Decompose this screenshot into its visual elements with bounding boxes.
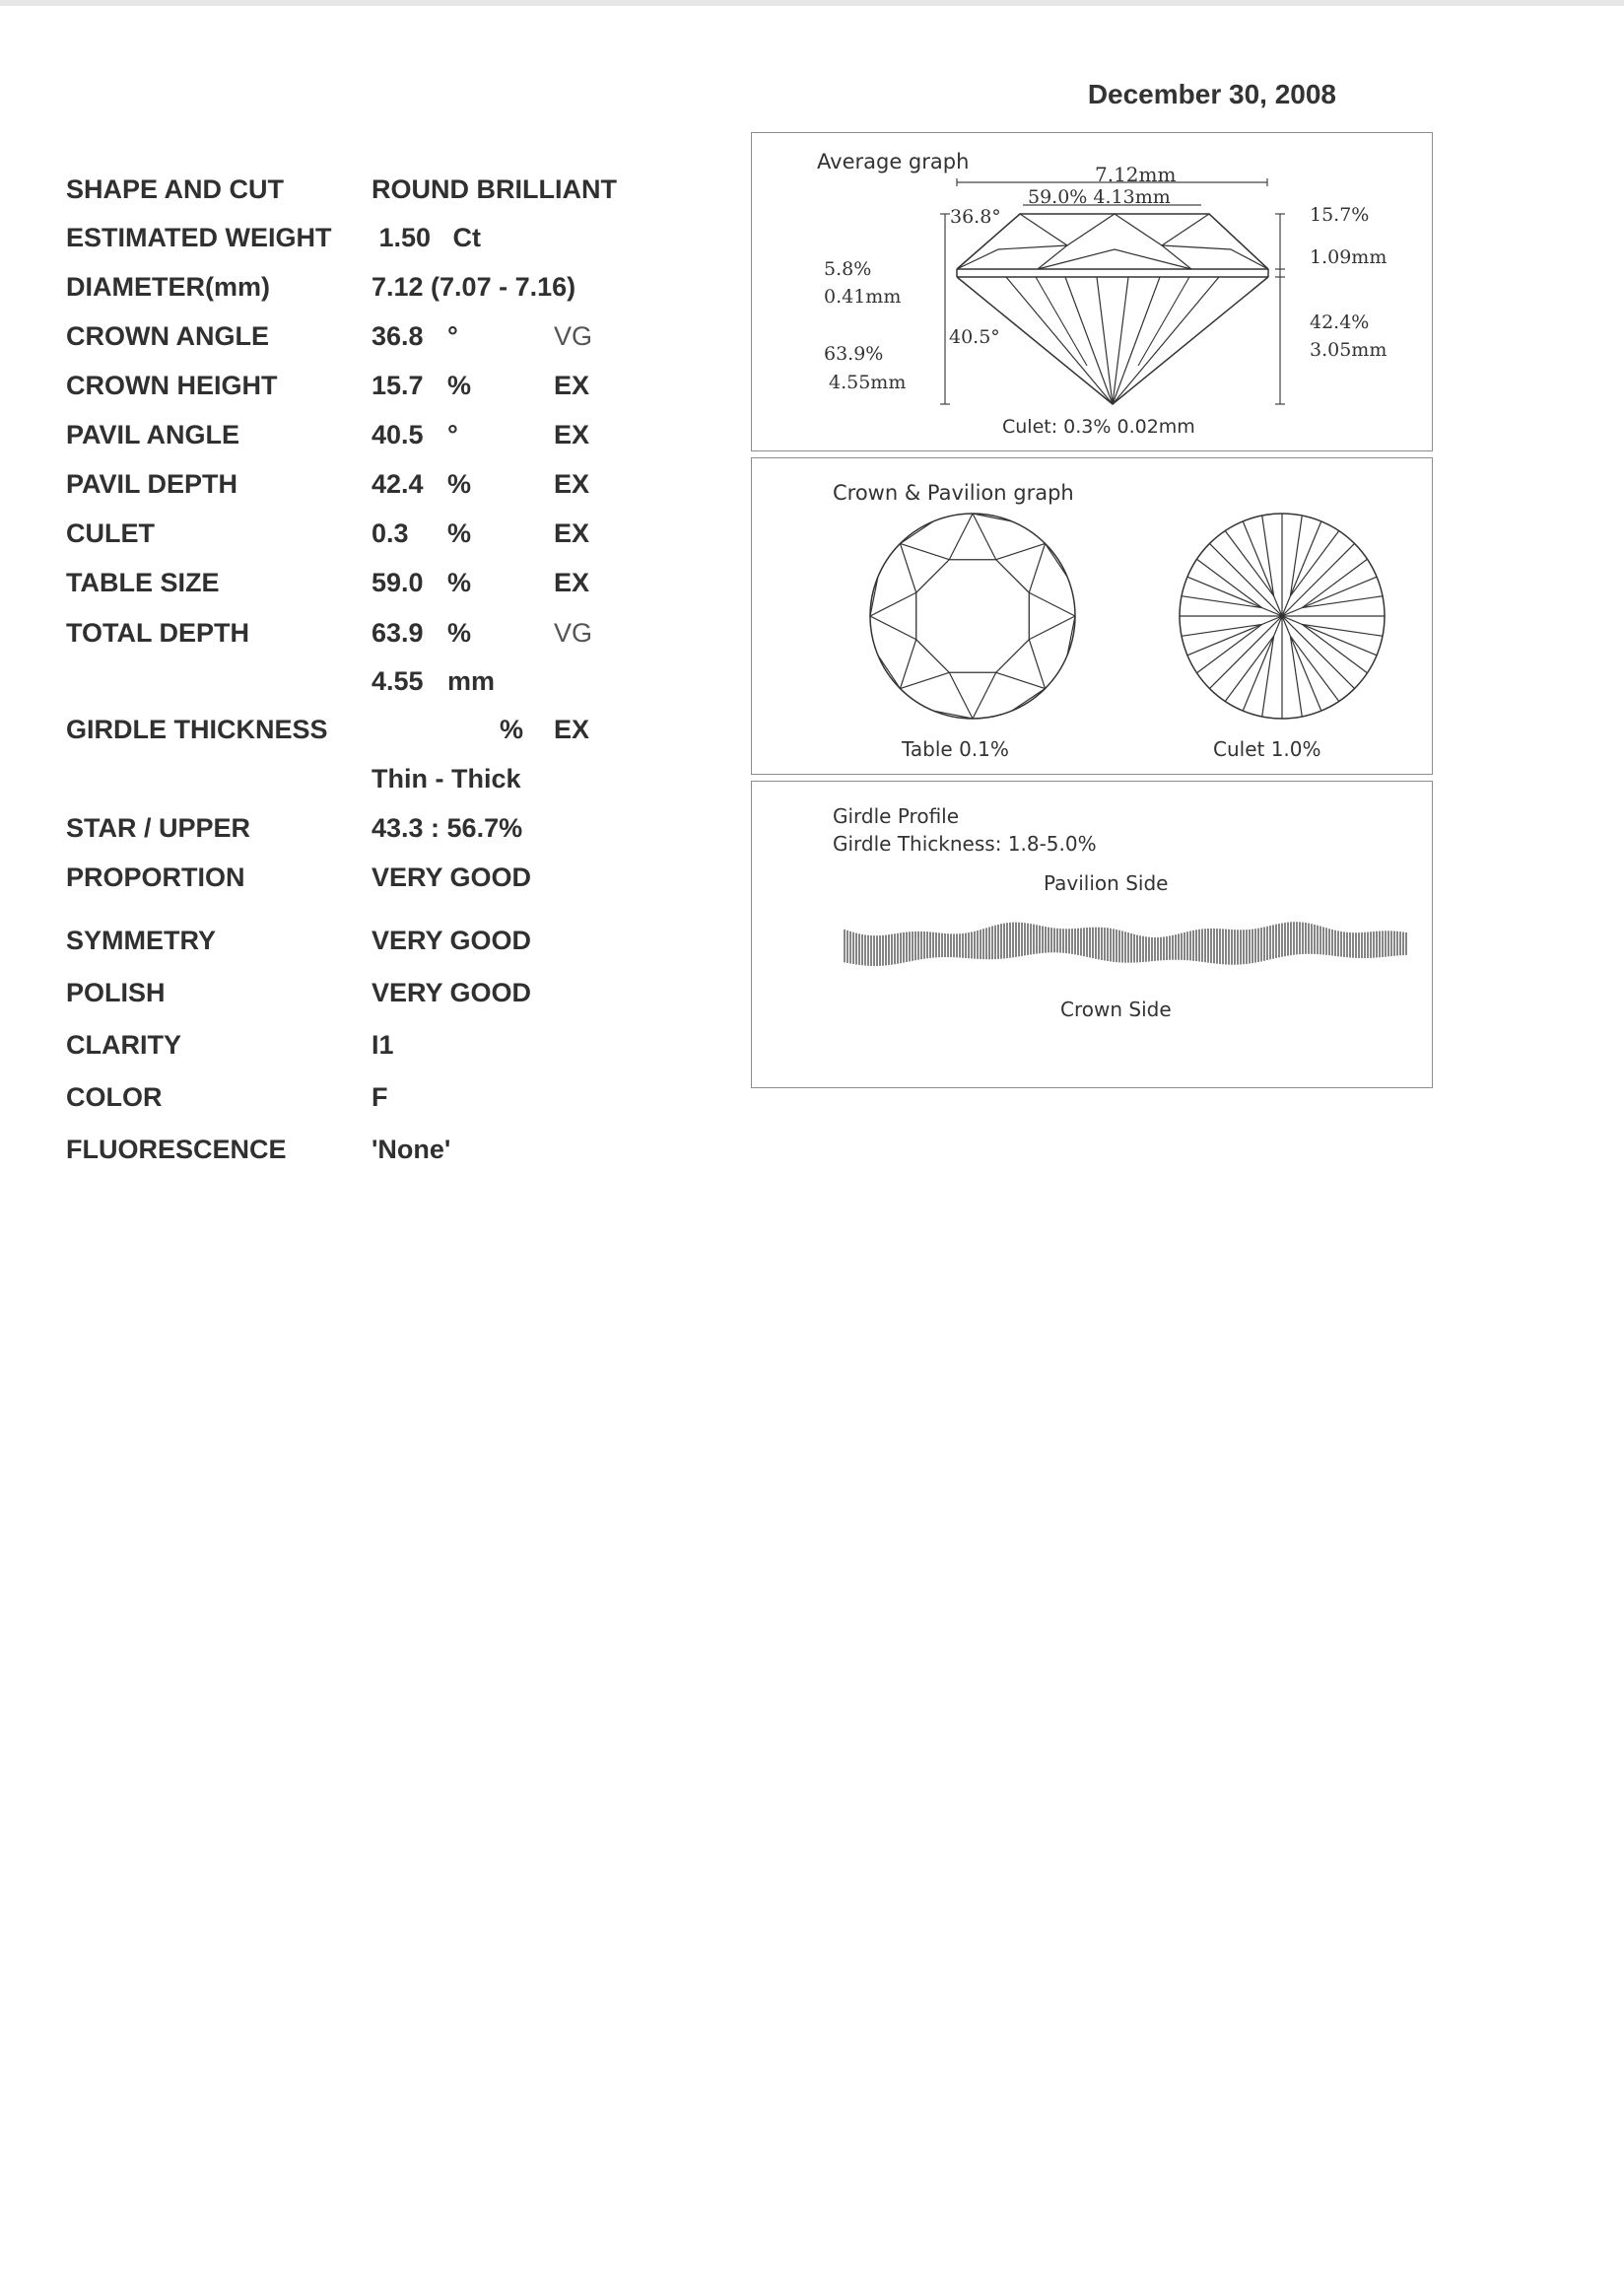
girdle-profile-diagram: [752, 782, 1432, 1087]
row-value: 43.3 : 56.7%: [372, 813, 523, 843]
crown-facet: [900, 640, 915, 689]
pavilion-outline: [957, 277, 1268, 404]
pavilion-depth-pct: 42.4%: [1310, 311, 1370, 333]
pavilion-depth-mm: 3.05mm: [1310, 339, 1387, 361]
pavilion-angle-label: 40.5°: [949, 326, 1000, 348]
total-depth-mm: 4.55mm: [829, 372, 907, 393]
crown-facet: [1029, 592, 1075, 616]
crown-facet: [973, 672, 996, 719]
upper-girdle-facet: [878, 655, 901, 689]
average-graph-title: Average graph: [817, 150, 970, 173]
lower-girdle-facet: [1290, 516, 1302, 596]
pavilion-facet: [1097, 277, 1113, 404]
lower-girdle-facet: [1302, 624, 1383, 636]
crown-facet: [900, 672, 949, 688]
scan-edge: [0, 0, 1624, 6]
diamond-profile-diagram: [752, 133, 1432, 450]
girdle-band: [845, 922, 1406, 966]
pavilion-side-label: Pavilion Side: [1044, 871, 1169, 895]
row-label: POLISH: [66, 978, 166, 1007]
row-value: 42.4: [372, 469, 424, 499]
row-value: 59.0: [372, 568, 424, 597]
row-grade: EX: [554, 715, 590, 744]
table-label: 59.0% 4.13mm: [1028, 186, 1171, 208]
row-grade: EX: [554, 469, 590, 499]
lower-girdle-facet: [1262, 516, 1274, 596]
crown-facet: [949, 514, 973, 560]
culet-label: Culet: 0.3% 0.02mm: [1002, 416, 1195, 438]
table-size-label: Table 0.1%: [902, 737, 1009, 761]
total-depth-pct: 63.9%: [824, 343, 884, 365]
row-label: SYMMETRY: [66, 926, 217, 955]
row-label: TABLE SIZE: [66, 568, 220, 597]
upper-girdle-facet: [1012, 689, 1046, 712]
row-unit: %: [447, 518, 472, 548]
pavilion-facet: [1006, 277, 1113, 404]
crown-height-mm: 1.09mm: [1310, 246, 1387, 268]
lower-girdle-facet: [1182, 624, 1262, 636]
row-estimated-weight: [66, 223, 697, 262]
crown-facet: [996, 672, 1046, 688]
crown-facet: [870, 592, 916, 616]
row-value: F: [372, 1082, 388, 1112]
girdle-mm: 0.41mm: [824, 286, 902, 308]
lower-girdle-facet: [1182, 596, 1262, 608]
row-value: ROUND BRILLIANT: [372, 174, 617, 204]
crown-facet: [1029, 616, 1075, 640]
row-table-size: [66, 568, 697, 607]
row-total-depth-mm: [66, 666, 697, 706]
crown-facet-lines: [870, 514, 1075, 719]
row-clarity: [66, 1030, 697, 1069]
pavilion-facet-lines: [1180, 514, 1385, 719]
crown-outline: [957, 214, 1268, 269]
row-unit: %: [447, 618, 472, 648]
average-graph-panel: [751, 132, 1433, 451]
row-unit: %: [447, 568, 472, 597]
row-value: 40.5: [372, 420, 424, 449]
row-value: 4.55: [372, 666, 424, 696]
pavilion-facet: [1113, 277, 1128, 404]
row-grade: EX: [554, 518, 590, 548]
row-polish: [66, 978, 697, 1017]
girdle-thickness-label: Girdle Thickness: 1.8-5.0%: [833, 832, 1097, 856]
crown-height-pct: 15.7%: [1310, 204, 1370, 226]
row-symmetry: [66, 926, 697, 965]
crown-pavilion-diagram: [752, 458, 1432, 774]
row-grade: VG: [554, 618, 593, 648]
girdle-profile-panel: [751, 781, 1433, 1088]
row-total-depth: [66, 618, 697, 657]
crown-facet: [1029, 640, 1045, 689]
row-proportion: [66, 862, 697, 902]
row-grade: EX: [554, 371, 590, 400]
crown-star-facets: [957, 245, 1268, 269]
row-label: TOTAL DEPTH: [66, 618, 250, 648]
pavilion-facet: [1113, 277, 1219, 404]
row-value: VERY GOOD: [372, 978, 532, 1007]
crown-side-label: Crown Side: [1060, 998, 1172, 1021]
row-value: 63.9: [372, 618, 424, 648]
girdle-pct: 5.8%: [824, 258, 872, 280]
row-unit: %: [447, 469, 472, 499]
crown-facet: [996, 543, 1046, 559]
row-label: PAVIL DEPTH: [66, 469, 238, 499]
girdle-profile-title: Girdle Profile: [833, 804, 960, 828]
row-value: 36.8: [372, 321, 424, 351]
row-label: CLARITY: [66, 1030, 181, 1060]
row-label: CROWN HEIGHT: [66, 371, 278, 400]
row-label: GIRDLE THICKNESS: [66, 715, 328, 744]
row-label: COLOR: [66, 1082, 163, 1112]
row-grade: VG: [554, 321, 593, 351]
diameter-label: 7.12mm: [1095, 163, 1177, 186]
row-value: 1.50 Ct: [372, 223, 482, 252]
row-label: STAR / UPPER: [66, 813, 251, 843]
lower-girdle-facet: [1302, 596, 1383, 608]
row-value: 7.12 (7.07 - 7.16): [372, 272, 576, 302]
crown-facet: [900, 543, 949, 559]
pavilion-view: [1180, 514, 1385, 719]
crown-facet: [973, 514, 996, 560]
row-culet: [66, 518, 697, 558]
row-crown-height: [66, 371, 697, 410]
row-unit: °: [447, 420, 458, 449]
row-unit: %: [500, 715, 524, 744]
row-label: ESTIMATED WEIGHT: [66, 223, 332, 252]
crown-facet: [1029, 543, 1045, 592]
row-shape-and-cut: [66, 174, 697, 214]
crown-facet: [949, 672, 973, 719]
crown-pavilion-title: Crown & Pavilion graph: [833, 481, 1074, 505]
upper-girdle-facet: [900, 521, 933, 544]
crown-facet: [900, 543, 915, 592]
culet-size-label: Culet 1.0%: [1213, 737, 1321, 761]
row-pavil-angle: [66, 420, 697, 459]
row-value: VERY GOOD: [372, 926, 532, 955]
row-unit: %: [447, 371, 472, 400]
row-star-upper: [66, 813, 697, 853]
row-fluorescence: [66, 1135, 697, 1174]
row-label: FLUORESCENCE: [66, 1135, 287, 1164]
row-girdle-range: [66, 764, 697, 803]
row-value: 'None': [372, 1135, 451, 1164]
crown-pavilion-graph-panel: [751, 457, 1433, 775]
row-label: CULET: [66, 518, 155, 548]
row-label: PAVIL ANGLE: [66, 420, 240, 449]
row-unit: °: [447, 321, 458, 351]
row-value: VERY GOOD: [372, 862, 532, 892]
table-octagon: [916, 560, 1030, 673]
row-label: DIAMETER(mm): [66, 272, 270, 302]
row-grade: EX: [554, 420, 590, 449]
crown-facets: [957, 214, 1268, 269]
row-value: Thin - Thick: [372, 764, 521, 793]
crown-facet: [870, 616, 916, 640]
row-value: 0.3: [372, 518, 409, 548]
row-value: I1: [372, 1030, 394, 1060]
row-unit: mm: [447, 666, 496, 696]
crown-view: [870, 514, 1075, 719]
row-diameter: [66, 272, 697, 311]
lower-girdle-facet: [1290, 636, 1302, 717]
row-grade: EX: [554, 568, 590, 597]
row-girdle-thickness: [66, 715, 697, 754]
row-pavil-depth: [66, 469, 697, 509]
row-color: [66, 1082, 697, 1122]
crown-angle-label: 36.8°: [950, 206, 1001, 228]
row-value: 15.7: [372, 371, 424, 400]
report-date: December 30, 2008: [1087, 79, 1336, 109]
upper-girdle-facet: [1046, 543, 1068, 577]
row-label: CROWN ANGLE: [66, 321, 269, 351]
row-label: PROPORTION: [66, 862, 245, 892]
row-label: SHAPE AND CUT: [66, 174, 285, 204]
row-crown-angle: [66, 321, 697, 361]
lower-girdle-facet: [1262, 636, 1274, 717]
